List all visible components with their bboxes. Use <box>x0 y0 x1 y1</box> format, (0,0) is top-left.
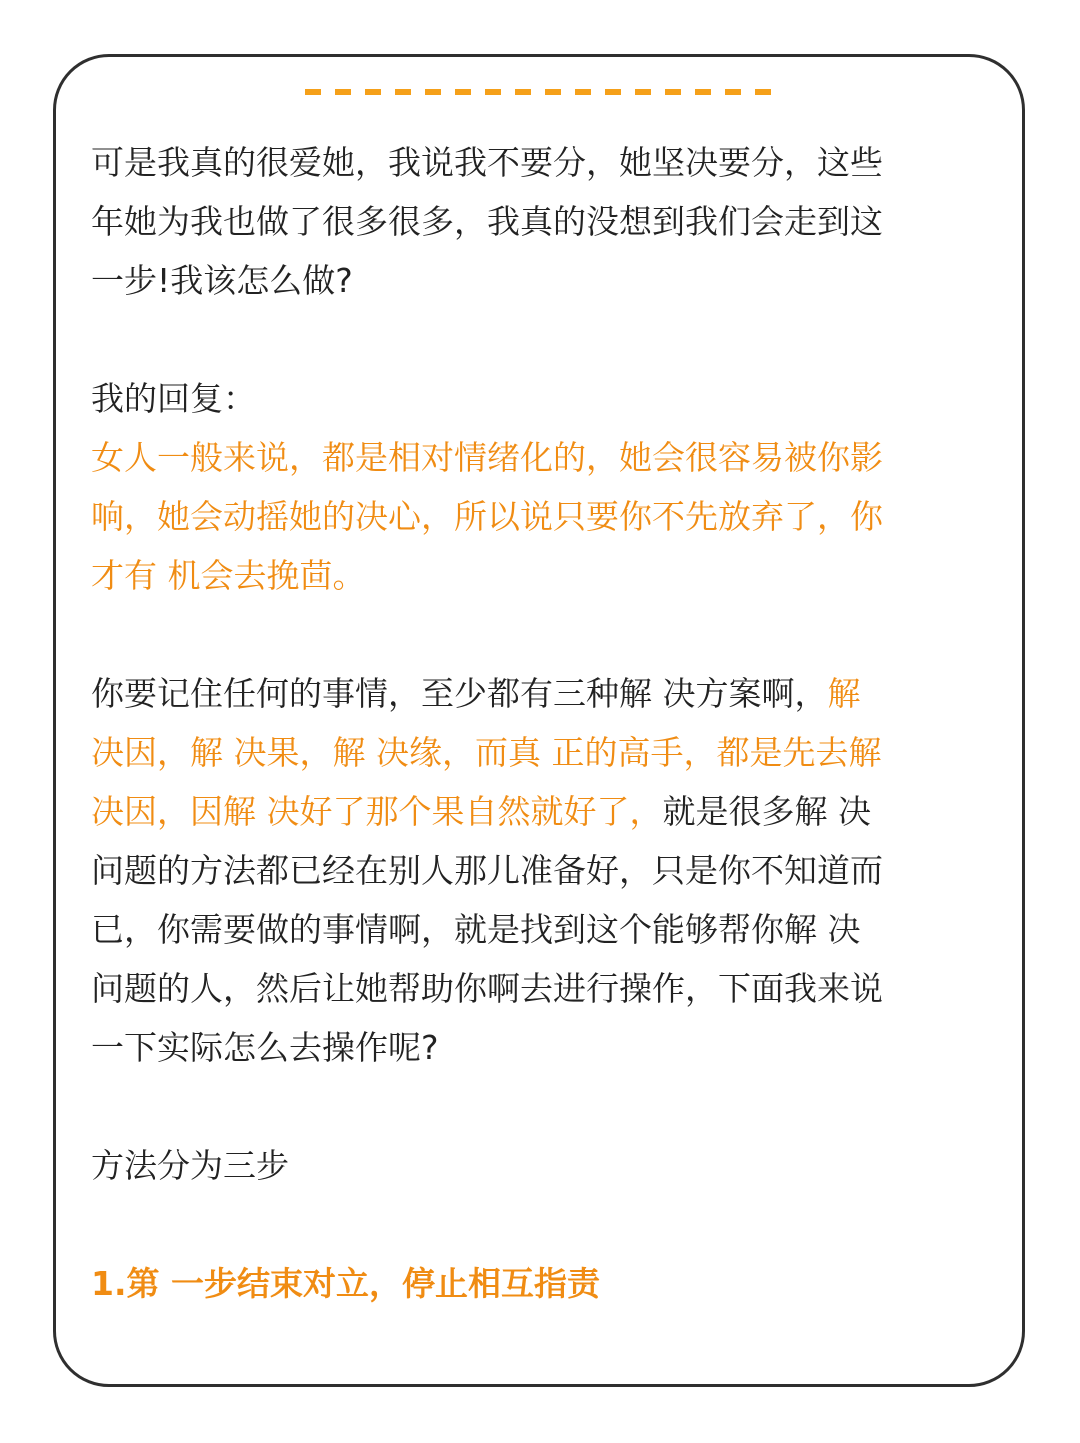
reply-paragraph <box>91 369 991 605</box>
advice-highlight: 解 <box>827 674 861 713</box>
advice-line: 一下实际怎么去操作呢? <box>91 1028 439 1067</box>
paragraph-gap <box>91 310 991 369</box>
advice-paragraph <box>91 664 991 1077</box>
divider-dash <box>725 89 741 95</box>
advice-line: 问题的方法都已经在别人那儿准备好，只是你不知道而 <box>91 851 883 890</box>
paragraph-gap <box>91 1195 991 1254</box>
advice-highlight: 决因，因解 决好了那个果自然就好了， <box>91 792 663 831</box>
advice-line <box>91 664 991 723</box>
question-line: 可是我真的很爱她，我说我不要分，她坚决要分，这些 <box>91 143 883 182</box>
divider-dash <box>365 89 381 95</box>
paragraph-gap <box>91 605 991 664</box>
divider-dash <box>425 89 441 95</box>
dashed-divider <box>305 89 771 97</box>
article-body <box>91 133 991 1313</box>
divider-dash <box>605 89 621 95</box>
divider-dash <box>635 89 651 95</box>
paragraph-gap <box>91 1077 991 1136</box>
reply-highlight-line: 才有 机会去挽茴。 <box>91 556 366 595</box>
divider-dash <box>335 89 351 95</box>
reply-highlight-line: 女人一般来说，都是相对情绪化的，她会很容易被你影 <box>91 438 883 477</box>
advice-line: 已，你需要做的事情啊，就是找到这个能够帮你解 决 <box>91 910 861 949</box>
divider-dash <box>545 89 561 95</box>
step-one-heading: 1.第 一步结束对立，停止相互指责 <box>91 1264 600 1303</box>
divider-dash <box>305 89 321 95</box>
reply-label: 我的回复： <box>91 379 256 418</box>
question-line: 一步!我该怎么做? <box>91 261 353 300</box>
advice-line <box>91 782 991 841</box>
divider-dash <box>395 89 411 95</box>
advice-highlight-line: 决因，解 决果，解 决缘，而真 正的高手，都是先去解 <box>91 733 882 772</box>
divider-dash <box>515 89 531 95</box>
question-paragraph <box>91 133 991 310</box>
advice-text: 你要记住任何的事情，至少都有三种解 决方案啊， <box>91 674 828 713</box>
divider-dash <box>695 89 711 95</box>
divider-dash <box>455 89 471 95</box>
method-intro: 方法分为三步 <box>91 1146 289 1185</box>
advice-line: 问题的人，然后让她帮助你啊去进行操作，下面我来说 <box>91 969 883 1008</box>
divider-dash <box>755 89 771 95</box>
divider-dash <box>575 89 591 95</box>
question-line: 年她为我也做了很多很多，我真的没想到我们会走到这 <box>91 202 883 241</box>
reply-highlight-line: 响，她会动摇她的决心，所以说只要你不先放弃了，你 <box>91 497 883 536</box>
divider-dash <box>485 89 501 95</box>
divider-dash <box>665 89 681 95</box>
advice-text: 就是很多解 决 <box>662 792 871 831</box>
